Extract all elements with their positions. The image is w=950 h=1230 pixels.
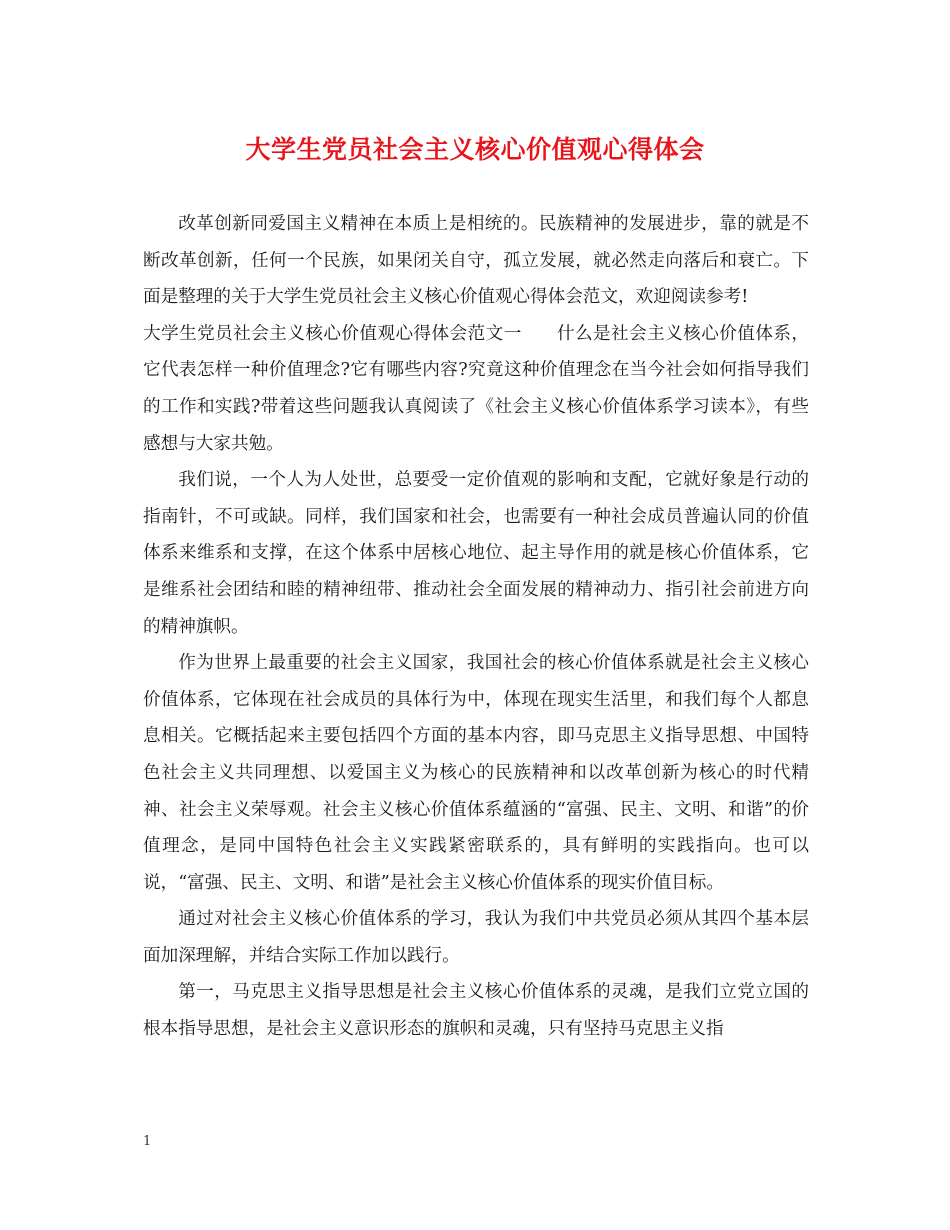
paragraph-essay-one [143, 316, 809, 462]
paragraph-values-guide: 我们说，一个人为人处世，总要受一定价值观的影响和支配，它就好象是行动的指南针，不可或缺。同样，我们国家和社会，也需要有一种社会成员普遍认同的价值体系来维系和支撑，在这个体系中居核心地位、起主导作用的就是核心价值体系，它是维系社会团结和睦的精神纽带、推动社会全面发展的精神动力、指引社会前进方向的精神旗帜。 [143, 470, 809, 637]
page-number: 1 [143, 1134, 152, 1149]
paragraph-intro: 改革创新同爱国主义精神在本质上是相统的。民族精神的发展进步，靠的就是不断改革创新，任何一个民族，如果闭关自守，孤立发展，就必然走向落后和衰亡。下面是整理的关于大学生党员社会主义核心价值观心得体会范文，欢迎阅读参考! [143, 214, 809, 308]
essay-one-text: 什么是社会主义核心价值体系，它代表怎样一种价值理念?它有哪些内容?究竟这种价值理念在当今社会如何指导我们的工作和实践?带着这些问题我认真阅读了《社会主义核心价值体系学习读本》，有些感想与大家共勉。 [143, 323, 809, 454]
paragraph-study: 通过对社会主义核心价值体系的学习，我认为我们中共党员必须从其四个基本层面加深理解，并结合实际工作加以践行。 [143, 909, 809, 966]
paragraph-first-point: 第一，马克思主义指导思想是社会主义核心价值体系的灵魂，是我们立党立国的根本指导思想，是社会主义意识形态的旗帜和灵魂，只有坚持马克思主义指 [143, 982, 809, 1040]
document-title: 大学生党员社会主义核心价值观心得体会 [245, 135, 705, 164]
document-body [143, 206, 809, 1048]
paragraph-core-system: 作为世界上最重要的社会主义国家，我国社会的核心价值体系就是社会主义核心价值体系，它体现在社会成员的具体行为中，体现在现实生活里，和我们每个人都息息相关。它概括起来主要包括四个方面的基本内容，即马克思主义指导思想、中国特色社会主义共同理想、以爱国主义为核心的民族精神和以改革创新为核心的时代精神、社会主义荣辱观。社会主义核心价值体系蕴涵的“富强、民主、文明、和谐”的价值理念，是同中国特色社会主义实践紧密联系的，具有鲜明的实践指向。也可以说，“富强、民主、文明、和谐”是社会主义核心价值体系的现实价值目标。 [143, 653, 809, 893]
essay-heading: 大学生党员社会主义核心价值观心得体会范文一 [143, 323, 522, 344]
